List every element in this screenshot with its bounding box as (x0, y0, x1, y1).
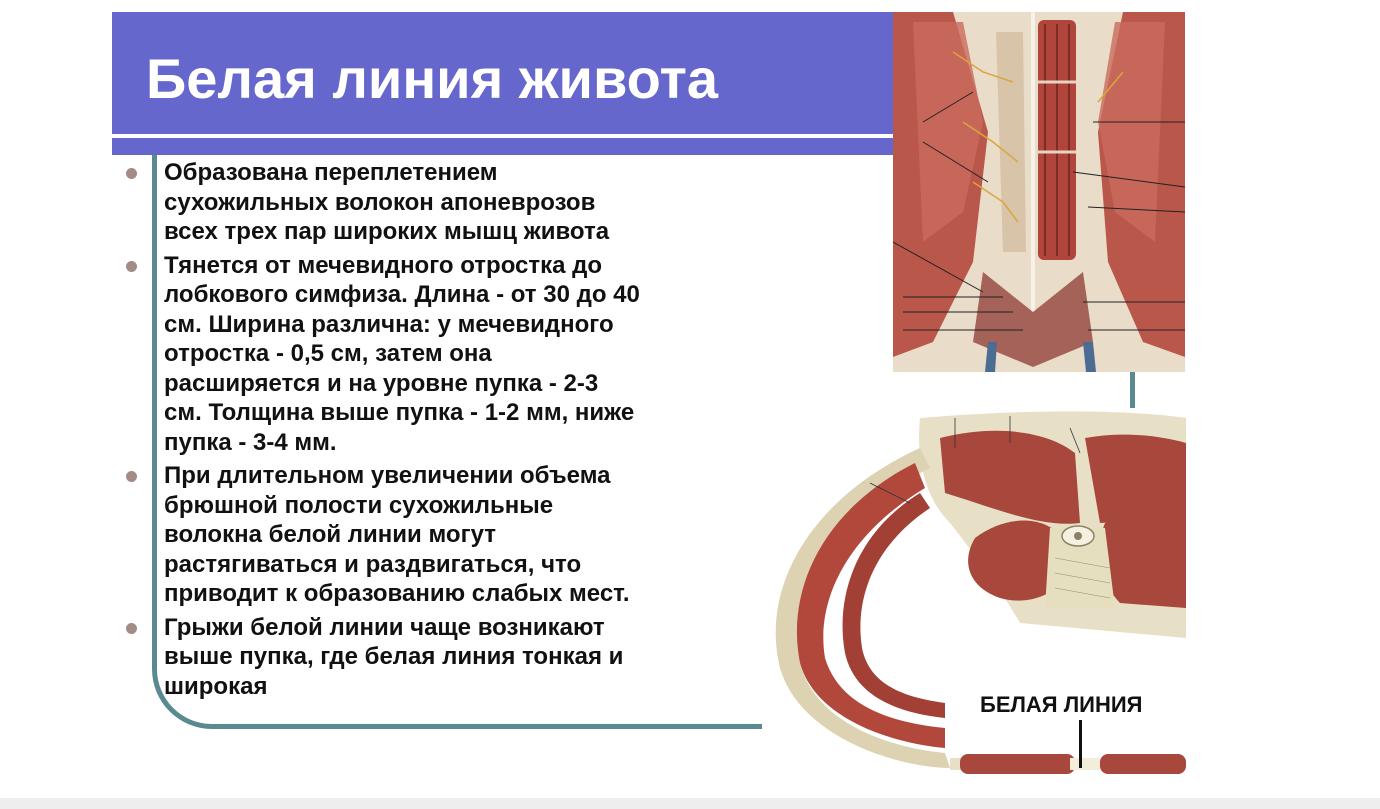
bottom-strip (0, 798, 1380, 809)
bullet-dot-icon (126, 623, 137, 634)
bullet-item (122, 251, 762, 458)
bullet-dot-icon (126, 471, 137, 482)
bullet-text: Образована переплетением сухожильных волокон апоневрозов всех трех пар широких мышц живота (164, 159, 610, 245)
bullet-item (122, 461, 762, 609)
title-rule (112, 138, 893, 155)
bullet-list (122, 158, 762, 705)
cross-section-illustration (770, 408, 1186, 796)
slide-title: Белая линия живота (146, 47, 719, 110)
bullet-dot-icon (126, 261, 137, 272)
bullet-text: Тянется от мечевидного отростка до лобкового симфиза. Длина - от 30 до 40 см. Ширина различна: у мечевидного отростка - 0,5 см, затем она расширяется и на уровне пупка - 2-3 см. Толщина выше пупка - 1-2 мм, ниже пупка - 3-4 мм. (164, 251, 640, 456)
white-line-label: БЕЛАЯ ЛИНИЯ (980, 692, 1143, 717)
bullet-item (122, 613, 762, 702)
bullet-text: При длительном увеличении объема брюшной полости сухожильные волокна белой линии могут растягиваться и раздвигаться, что приводит к образованию слабых мест. (164, 462, 630, 607)
white-line-pointer (1079, 720, 1082, 768)
bullet-dot-icon (126, 168, 137, 179)
abdominal-wall-illustration (893, 12, 1185, 372)
bullet-item (122, 158, 762, 247)
bullet-text: Грыжи белой линии чаще возникают выше пупка, где белая линия тонкая и широкая (164, 613, 624, 700)
decorative-frame-tick (1130, 371, 1135, 408)
